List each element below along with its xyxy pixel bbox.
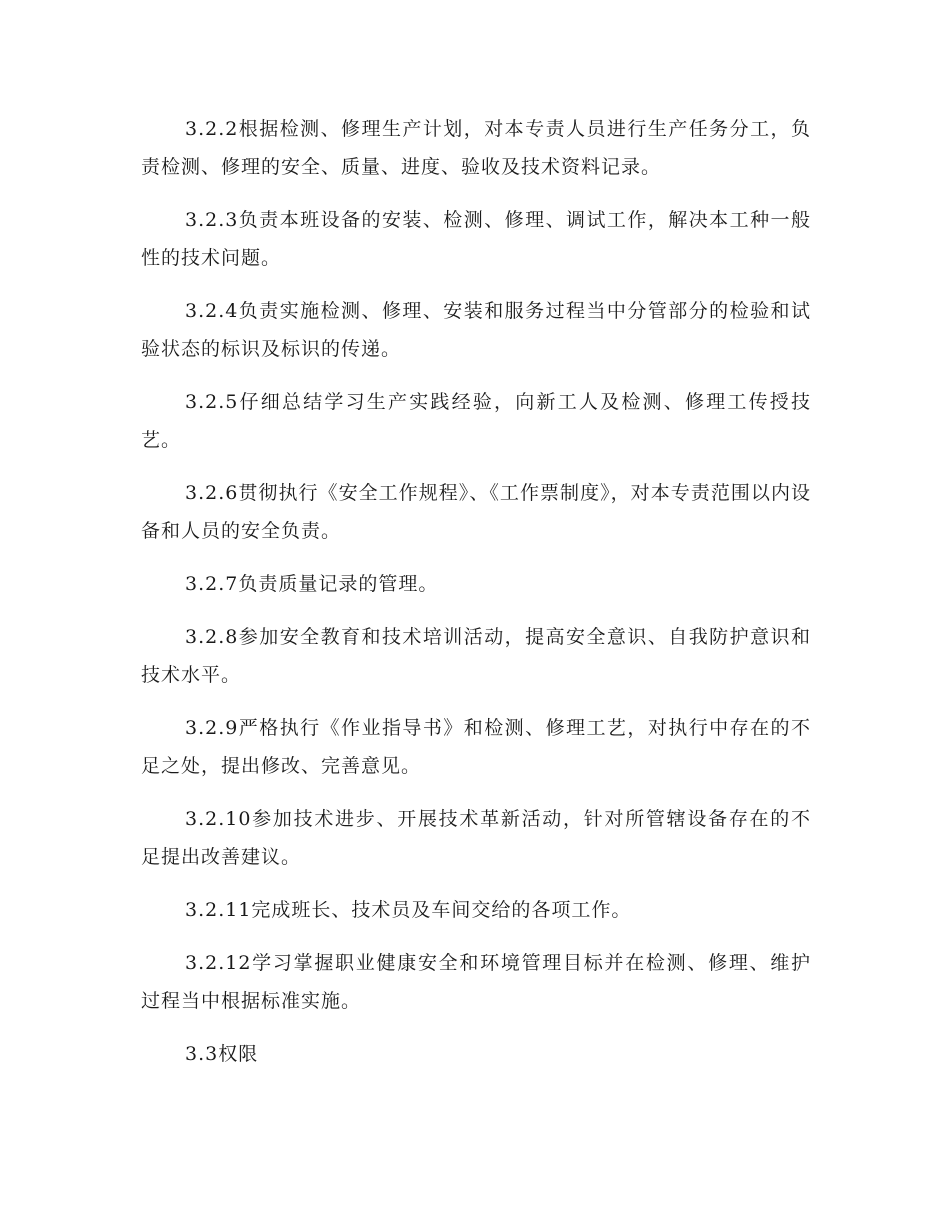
paragraph-3-2-4: 3.2.4负责实施检测、修理、安装和服务过程当中分管部分的检验和试验状态的标识及标识的传递。 (141, 300, 811, 360)
paragraph-3-2-6: 3.2.6贯彻执行《安全工作规程》、《工作票制度》，对本专责范围以内设备和人员的安全负责。 (141, 482, 811, 542)
paragraph-3-2-12: 3.2.12学习掌握职业健康安全和环境管理目标并在检测、修理、维护过程当中根据标准实施。 (141, 952, 811, 1012)
paragraph-3-2-11: 3.2.11完成班长、技术员及车间交给的各项工作。 (185, 899, 632, 921)
paragraph-3-2-9: 3.2.9严格执行《作业指导书》和检测、修理工艺，对执行中存在的不足之处，提出修改、完善意见。 (141, 717, 811, 777)
section-heading-3-3: 3.3权限 (185, 1043, 259, 1065)
paragraph-3-2-7: 3.2.7负责质量记录的管理。 (185, 573, 439, 595)
paragraph-3-2-2: 3.2.2根据检测、修理生产计划，对本专责人员进行生产任务分工，负责检测、修理的安全、质量、进度、验收及技术资料记录。 (141, 118, 811, 178)
paragraph-3-2-5: 3.2.5仔细总结学习生产实践经验，向新工人及检测、修理工传授技艺。 (141, 391, 811, 451)
paragraph-3-2-3: 3.2.3负责本班设备的安装、检测、修理、调试工作，解决本工种一般性的技术问题。 (141, 209, 811, 269)
paragraph-3-2-8: 3.2.8参加安全教育和技术培训活动，提高安全意识、自我防护意识和技术水平。 (141, 626, 811, 686)
document-body (141, 110, 811, 1088)
paragraph-3-2-10: 3.2.10参加技术进步、开展技术革新活动，针对所管辖设备存在的不足提出改善建议。 (141, 808, 811, 868)
